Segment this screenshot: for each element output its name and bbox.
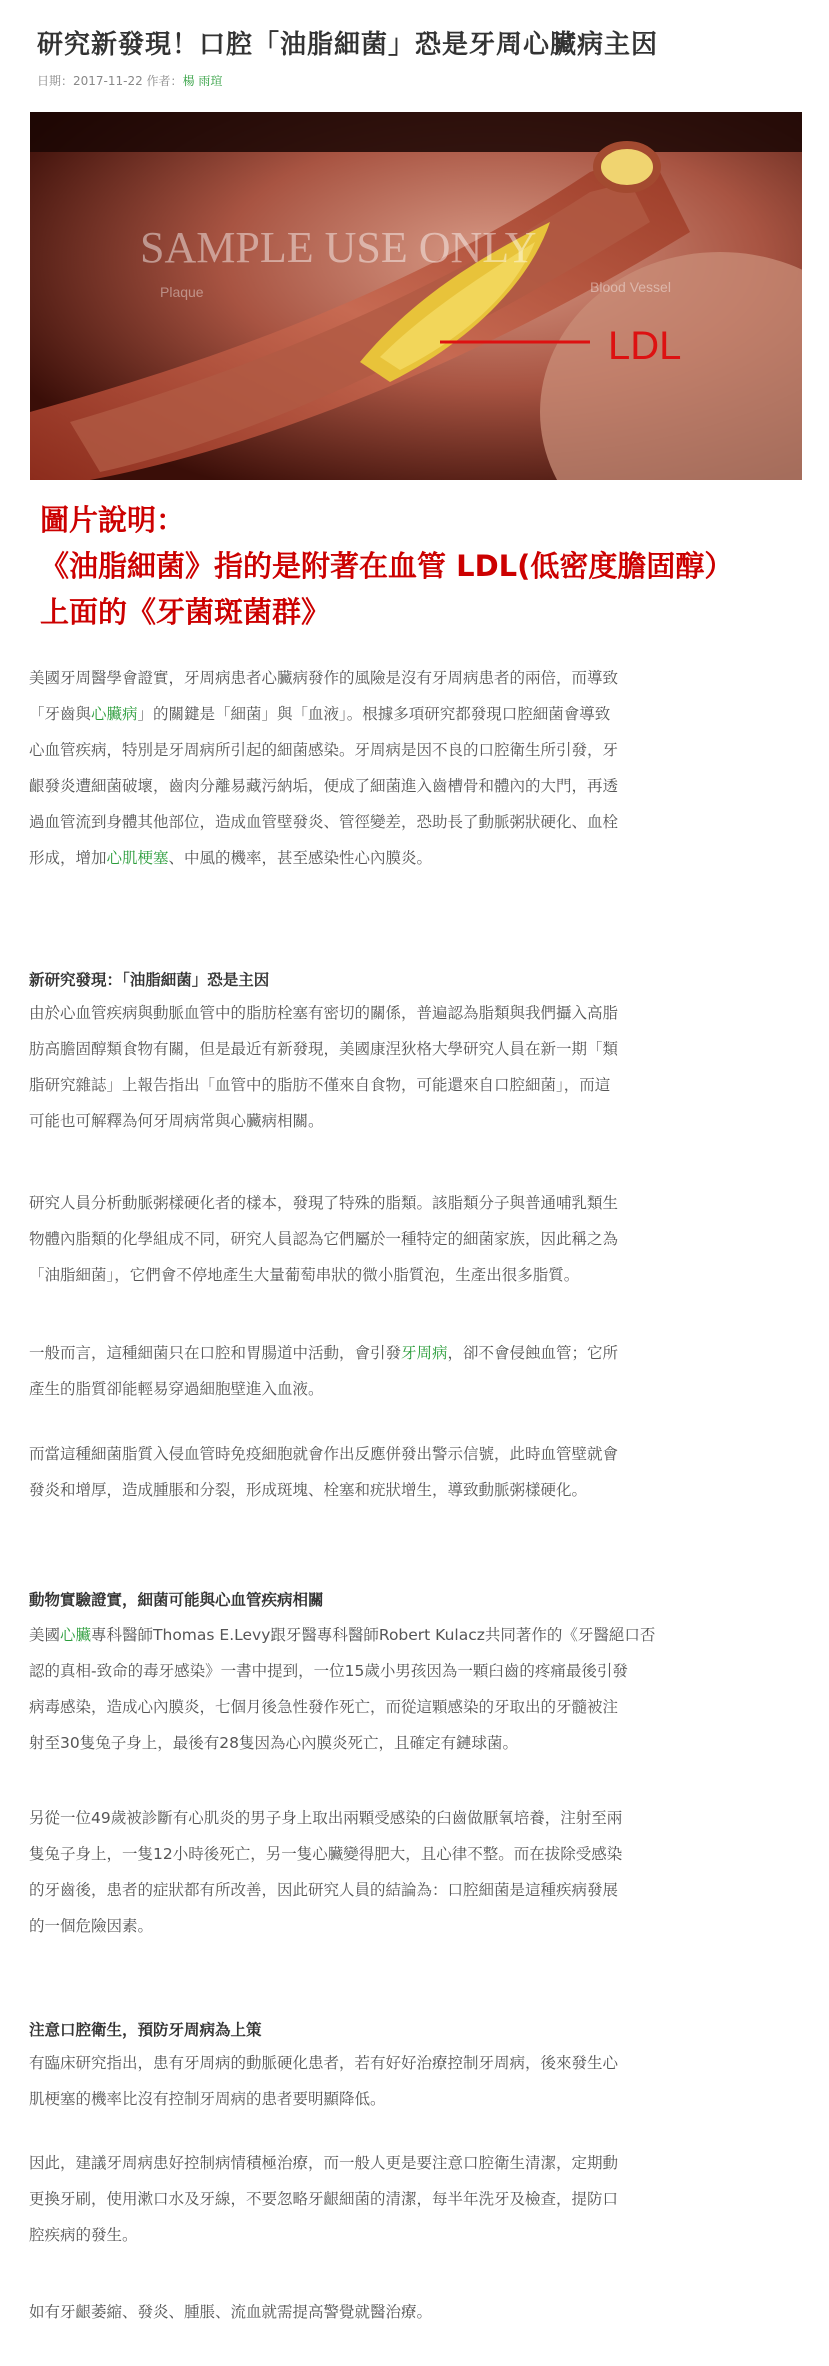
text-line <box>29 1617 801 1653</box>
section-heading-prevention: 注意口腔衛生，預防牙周病為上策 <box>29 2021 262 2039</box>
meta-label: 日期：2017-11-22 作者： <box>37 74 183 88</box>
text-line: 心血管疾病，特別是牙周病所引起的細菌感染。牙周病是因不良的口腔衛生所引發，牙 <box>29 741 619 759</box>
text-span: 形成，增加 <box>29 849 107 867</box>
heart-link[interactable]: 心臟 <box>60 1626 92 1644</box>
image-caption <box>40 497 733 635</box>
myocardial-infarction-link[interactable]: 心肌梗塞 <box>106 849 169 867</box>
text-line: 產生的脂質卻能輕易穿過細胞壁進入血液。 <box>29 1380 324 1398</box>
caption-line-1: 圖片說明： <box>40 503 186 537</box>
section-heading-animal-study: 動物實驗證實，細菌可能與心血管疾病相關 <box>29 1591 324 1609</box>
periodontal-disease-link[interactable]: 牙周病 <box>401 1344 448 1362</box>
text-line: 如有牙齦萎縮、發炎、腫脹、流血就需提高警覺就醫治療。 <box>29 2303 433 2321</box>
text-line: 另從一位49歲被診斷有心肌炎的男子身上取出兩顆受感染的臼齒做厭氧培養，注射至兩 <box>29 1809 623 1827</box>
text-line: 更換牙刷，使用漱口水及牙線，不要忽略牙齦細菌的清潔，每半年洗牙及檢查，提防口 <box>29 2190 619 2208</box>
article-title: 研究新發現！口腔「油脂細菌」恐是牙周心臟病主因 <box>37 30 659 60</box>
paragraph-intro <box>29 660 801 876</box>
paragraph-immune-response <box>29 1436 801 1508</box>
text-line: 有臨床研究指出，患有牙周病的動脈硬化患者，若有好好治療控制牙周病，後來發生心 <box>29 2054 619 2072</box>
article-image <box>30 112 802 480</box>
text-line: 美國牙周醫學會證實，牙周病患者心臟病發作的風險是沒有牙周病患者的兩倍，而導致 <box>29 669 619 687</box>
text-line: 肌梗塞的機率比沒有控制牙周病的患者要明顯降低。 <box>29 2090 386 2108</box>
vessel-label: Blood Vessel <box>590 279 671 295</box>
text-span: 美國 <box>29 1626 61 1644</box>
text-line: 腔疾病的發生。 <box>29 2226 138 2244</box>
paragraph-lipid-analysis <box>29 1185 801 1293</box>
watermark-text: SAMPLE USE ONLY <box>140 223 537 272</box>
text-line: 因此，建議牙周病患好控制病情積極治療，而一般人更是要注意口腔衛生清潔，定期動 <box>29 2154 619 2172</box>
text-line: 射至30隻兔子身上，最後有28隻因為心內膜炎死亡，且確定有鏈球菌。 <box>29 1734 518 1752</box>
text-line: 齦發炎遭細菌破壞，齒肉分離易藏污納垢，便成了細菌進入齒槽骨和體內的大門，再透 <box>29 777 619 795</box>
text-line <box>29 696 801 732</box>
paragraph-closing <box>29 2294 801 2330</box>
text-line: 的一個危險因素。 <box>29 1917 154 1935</box>
plaque-label: Plaque <box>160 284 204 300</box>
text-line: 由於心血管疾病與動脈血管中的脂肪栓塞有密切的關係，普遍認為脂類與我們攝入高脂 <box>29 1004 619 1022</box>
paragraph-book-case <box>29 1617 801 1761</box>
text-line <box>29 1335 801 1371</box>
paragraph-second-case <box>29 1800 801 1944</box>
paragraph-bacteria-activity <box>29 1335 801 1407</box>
author-link[interactable]: 楊 雨瑄 <box>182 74 223 88</box>
text-span: 一般而言，這種細菌只在口腔和胃腸道中活動，會引發 <box>29 1344 402 1362</box>
text-span: 、中風的機率，甚至感染性心內膜炎。 <box>168 849 433 867</box>
text-line: 病毒感染，造成心內膜炎，七個月後急性發作死亡，而從這顆感染的牙取出的牙髓被注 <box>29 1698 619 1716</box>
text-span: 」的關鍵是「細菌」與「血液」。根據多項研究都發現口腔細菌會導致 <box>137 705 611 723</box>
artery-illustration <box>30 112 802 480</box>
paragraph-recommendation <box>29 2145 801 2253</box>
text-line: 研究人員分析動脈粥樣硬化者的樣本，發現了特殊的脂類。該脂類分子與普通哺乳類生 <box>29 1194 619 1212</box>
heart-disease-link[interactable]: 心臟病 <box>91 705 138 723</box>
text-line: 可能也可解釋為何牙周病常與心臟病相關。 <box>29 1112 324 1130</box>
section-heading-new-research: 新研究發現：「油脂細菌」恐是主因 <box>29 971 270 989</box>
ldl-label: LDL <box>608 324 682 368</box>
article-meta <box>37 72 222 89</box>
caption-line-3: 上面的《牙菌斑菌群》 <box>40 595 331 629</box>
paragraph-research <box>29 995 801 1139</box>
text-line: 肪高膽固醇類食物有關，但是最近有新發現，美國康涅狄格大學研究人員在新一期「類 <box>29 1040 619 1058</box>
text-line: 認的真相-致命的毒牙感染》一書中提到，一位15歲小男孩因為一顆臼齒的疼痛最後引發 <box>29 1662 628 1680</box>
text-line: 「油脂細菌」，它們會不停地產生大量葡萄串狀的微小脂質泡，生產出很多脂質。 <box>29 1266 580 1284</box>
text-span: 專科醫師Thomas E.Levy跟牙醫專科醫師Robert Kulacz共同著作的《牙醫絕口否 <box>91 1626 656 1644</box>
text-span: 「牙齒與 <box>29 705 92 723</box>
caption-line-2: 《油脂細菌》指的是附著在血管 LDL(低密度膽固醇） <box>40 549 734 583</box>
text-line: 隻兔子身上，一隻12小時後死亡，另一隻心臟變得肥大，且心律不整。而在拔除受感染 <box>29 1845 623 1863</box>
paragraph-clinical <box>29 2045 801 2117</box>
text-span: ，卻不會侵蝕血管；它所 <box>447 1344 619 1362</box>
text-line: 物體內脂類的化學組成不同，研究人員認為它們屬於一種特定的細菌家族，因此稱之為 <box>29 1230 619 1248</box>
text-line <box>29 840 801 876</box>
text-line: 脂研究雜誌」上報告指出「血管中的脂肪不僅來自食物，可能還來自口腔細菌」，而這 <box>29 1076 611 1094</box>
text-line: 發炎和增厚，造成腫脹和分裂，形成斑塊、栓塞和疣狀增生，導致動脈粥樣硬化。 <box>29 1481 588 1499</box>
text-line: 而當這種細菌脂質入侵血管時免疫細胞就會作出反應併發出警示信號，此時血管壁就會 <box>29 1445 619 1463</box>
text-line: 的牙齒後，患者的症狀都有所改善，因此研究人員的結論為：口腔細菌是這種疾病發展 <box>29 1881 619 1899</box>
text-line: 過血管流到身體其他部位，造成血管壁發炎、管徑變差，恐助長了動脈粥狀硬化、血栓 <box>29 813 619 831</box>
